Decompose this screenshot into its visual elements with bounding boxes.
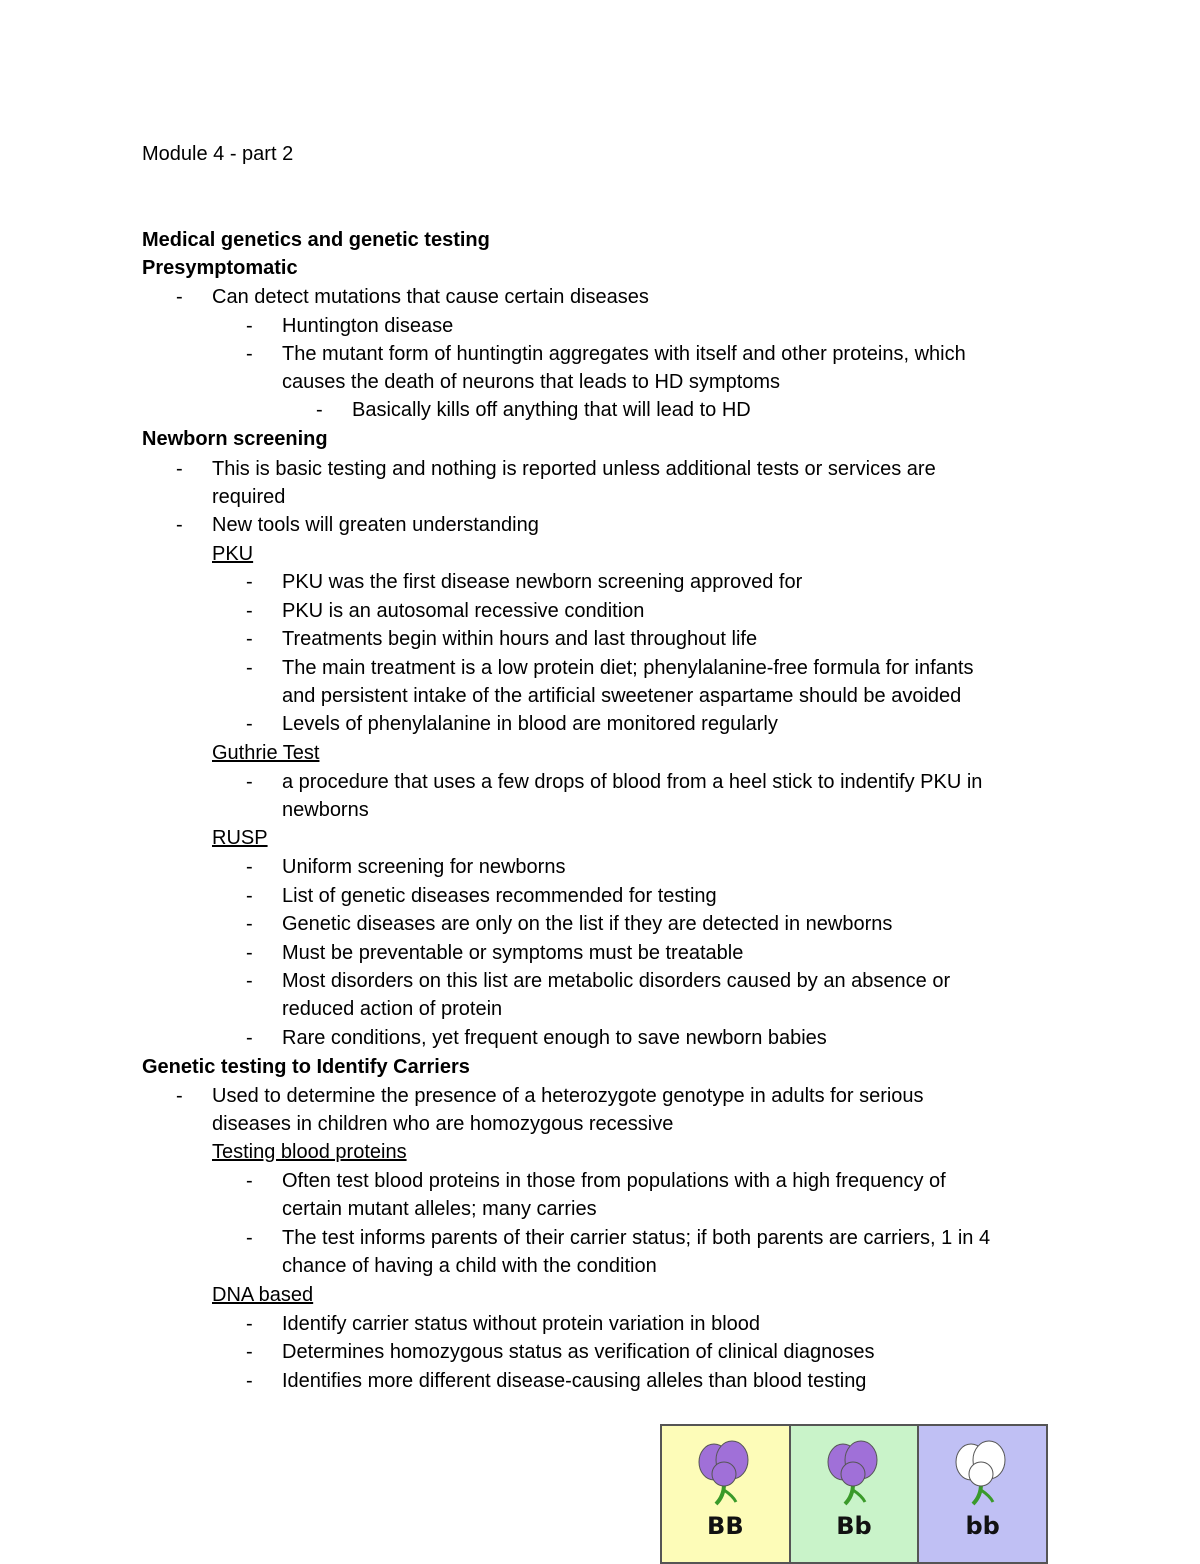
list-item-continuation: causes the death of neurons that leads to HD symptoms bbox=[282, 371, 781, 393]
bullet-dash: - bbox=[246, 1313, 253, 1335]
bullet-dash: - bbox=[246, 571, 253, 593]
genotype-figure bbox=[660, 1424, 1048, 1564]
genotype-cell-bb-recessive bbox=[919, 1426, 1046, 1562]
list-item-continuation: certain mutant alleles; many carries bbox=[282, 1198, 597, 1220]
heading-newborn-screening: Newborn screening bbox=[142, 428, 328, 450]
list-item: Must be preventable or symptoms must be treatable bbox=[282, 942, 744, 964]
bullet-dash: - bbox=[176, 514, 183, 536]
list-item: a procedure that uses a few drops of blood from a heel stick to indentify PKU in bbox=[282, 771, 983, 793]
subheading-rusp: RUSP bbox=[212, 827, 268, 849]
genotype-label: Bb bbox=[836, 1512, 872, 1540]
bullet-dash: - bbox=[246, 1170, 253, 1192]
list-item: Most disorders on this list are metabolic disorders caused by an absence or bbox=[282, 970, 951, 992]
bullet-dash: - bbox=[246, 600, 253, 622]
bullet-dash: - bbox=[176, 1085, 183, 1107]
genotype-cell-bb-dominant bbox=[662, 1426, 791, 1562]
bullet-dash: - bbox=[316, 399, 323, 421]
list-item-continuation: chance of having a child with the condition bbox=[282, 1255, 657, 1277]
bullet-dash: - bbox=[246, 885, 253, 907]
subheading-dna-based: DNA based bbox=[212, 1284, 314, 1306]
purple-flower-icon bbox=[694, 1440, 754, 1508]
list-item: Genetic diseases are only on the list if they are detected in newborns bbox=[282, 913, 893, 935]
list-item: Often test blood proteins in those from populations with a high frequency of bbox=[282, 1170, 946, 1192]
bullet-dash: - bbox=[246, 913, 253, 935]
list-item: Treatments begin within hours and last throughout life bbox=[282, 628, 758, 650]
list-item: Huntington disease bbox=[282, 315, 454, 337]
list-item-continuation: diseases in children who are homozygous recessive bbox=[212, 1113, 674, 1135]
bullet-dash: - bbox=[176, 458, 183, 480]
purple-flower-icon bbox=[823, 1440, 883, 1508]
bullet-dash: - bbox=[246, 771, 253, 793]
bullet-dash: - bbox=[246, 1370, 253, 1392]
bullet-dash: - bbox=[246, 315, 253, 337]
white-flower-icon bbox=[951, 1440, 1011, 1508]
list-item-continuation: and persistent intake of the artificial sweetener aspartame should be avoided bbox=[282, 685, 962, 707]
bullet-dash: - bbox=[246, 856, 253, 878]
bullet-dash: - bbox=[176, 286, 183, 308]
bullet-dash: - bbox=[246, 713, 253, 735]
bullet-dash: - bbox=[246, 942, 253, 964]
list-item: The mutant form of huntingtin aggregates with itself and other proteins, which bbox=[282, 343, 966, 365]
list-item: Basically kills off anything that will lead to HD bbox=[352, 399, 751, 421]
list-item: New tools will greaten understanding bbox=[212, 514, 539, 536]
document-title: Module 4 - part 2 bbox=[142, 143, 294, 165]
list-item: The test informs parents of their carrier status; if both parents are carriers, 1 in 4 bbox=[282, 1227, 991, 1249]
list-item: Rare conditions, yet frequent enough to save newborn babies bbox=[282, 1027, 827, 1049]
section-heading-medical-genetics: Medical genetics and genetic testing bbox=[142, 229, 490, 251]
list-item: Uniform screening for newborns bbox=[282, 856, 566, 878]
heading-presymptomatic: Presymptomatic bbox=[142, 257, 298, 279]
genotype-label: bb bbox=[965, 1512, 1000, 1540]
list-item: Can detect mutations that cause certain diseases bbox=[212, 286, 649, 308]
list-item: List of genetic diseases recommended for testing bbox=[282, 885, 717, 907]
bullet-dash: - bbox=[246, 970, 253, 992]
subheading-pku: PKU bbox=[212, 543, 254, 565]
list-item: Determines homozygous status as verification of clinical diagnoses bbox=[282, 1341, 875, 1363]
bullet-dash: - bbox=[246, 1027, 253, 1049]
subheading-testing-blood-proteins: Testing blood proteins bbox=[212, 1141, 407, 1163]
bullet-dash: - bbox=[246, 1341, 253, 1363]
list-item: PKU was the first disease newborn screening approved for bbox=[282, 571, 803, 593]
list-item: Used to determine the presence of a heterozygote genotype in adults for serious bbox=[212, 1085, 924, 1107]
list-item: Identifies more different disease-causing alleles than blood testing bbox=[282, 1370, 867, 1392]
list-item-continuation: newborns bbox=[282, 799, 369, 821]
bullet-dash: - bbox=[246, 657, 253, 679]
bullet-dash: - bbox=[246, 343, 253, 365]
list-item: This is basic testing and nothing is reported unless additional tests or services are bbox=[212, 458, 936, 480]
subheading-guthrie-test: Guthrie Test bbox=[212, 742, 320, 764]
list-item: The main treatment is a low protein diet; phenylalanine-free formula for infants bbox=[282, 657, 974, 679]
heading-genetic-testing-carriers: Genetic testing to Identify Carriers bbox=[142, 1056, 470, 1078]
list-item: Levels of phenylalanine in blood are monitored regularly bbox=[282, 713, 778, 735]
genotype-cell-bb-heterozygous bbox=[791, 1426, 920, 1562]
genotype-label: BB bbox=[707, 1512, 744, 1540]
list-item: PKU is an autosomal recessive condition bbox=[282, 600, 645, 622]
list-item-continuation: required bbox=[212, 486, 286, 508]
list-item-continuation: reduced action of protein bbox=[282, 998, 503, 1020]
bullet-dash: - bbox=[246, 628, 253, 650]
bullet-dash: - bbox=[246, 1227, 253, 1249]
list-item: Identify carrier status without protein variation in blood bbox=[282, 1313, 761, 1335]
